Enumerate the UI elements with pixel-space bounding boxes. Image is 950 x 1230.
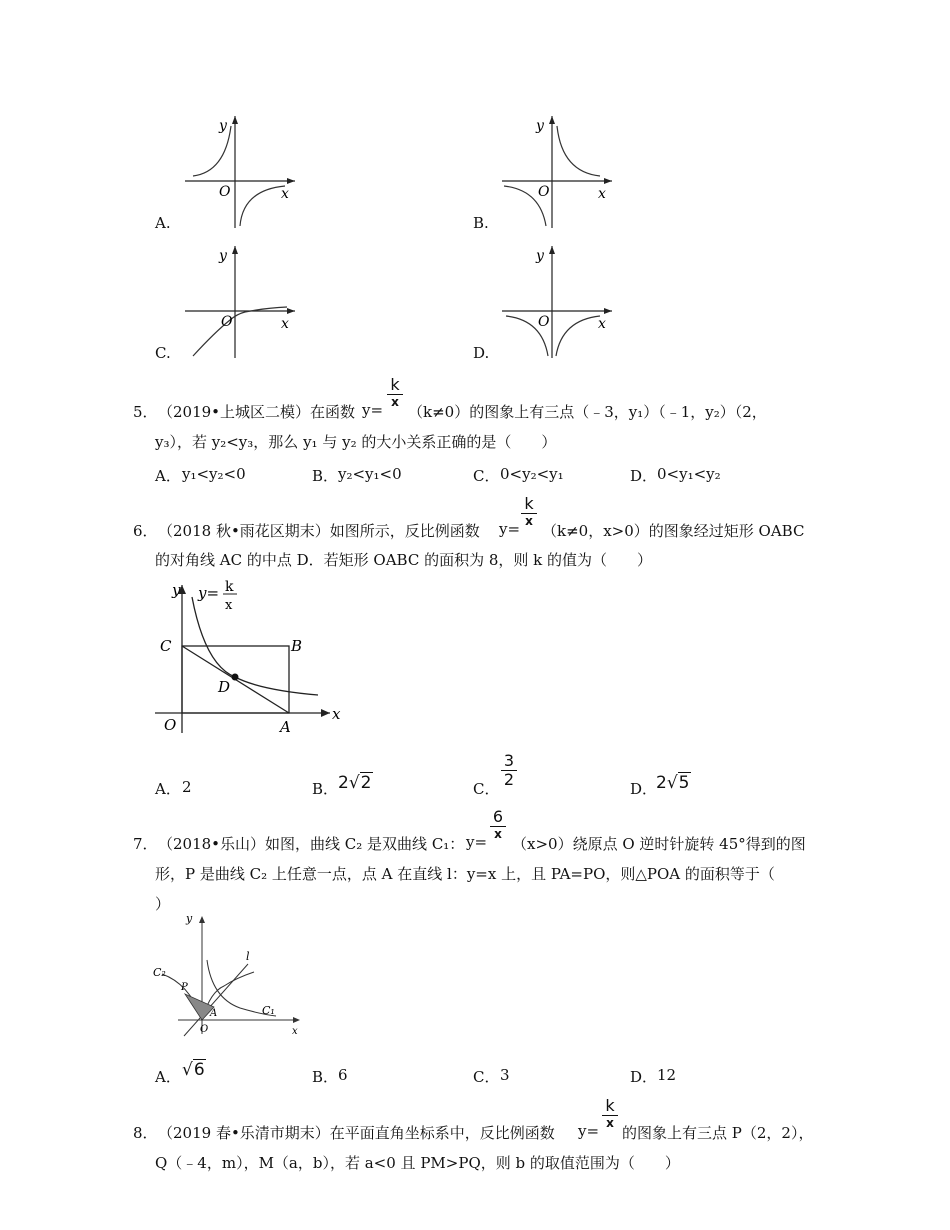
q6-fraction: k x bbox=[519, 495, 539, 529]
q6-lhs: y= bbox=[499, 520, 521, 538]
q6-origin: O bbox=[164, 716, 177, 734]
q5-number: 5． bbox=[133, 403, 158, 421]
x-axis-label: x bbox=[598, 186, 606, 202]
svg-text:l: l bbox=[246, 950, 250, 963]
q7-fraction: 6 x bbox=[488, 808, 508, 842]
q4-graph-c bbox=[175, 240, 305, 365]
q4-option-d-label: D. bbox=[473, 344, 490, 362]
q5-frac-num: k bbox=[390, 375, 400, 394]
svg-text:C₂: C₂ bbox=[153, 966, 166, 979]
q7-stem-start: （2018•乐山）如图，曲线 C₂ 是双曲线 C₁： bbox=[158, 835, 465, 853]
x-axis-label: x bbox=[598, 316, 606, 332]
q8-fraction: k x bbox=[600, 1097, 620, 1131]
y-axis-label: y bbox=[219, 118, 227, 134]
svg-text:y=: y= bbox=[198, 584, 220, 602]
svg-text:x: x bbox=[225, 598, 233, 613]
q4-graph-d bbox=[492, 240, 622, 365]
q5-stem-line2: y₃），若 y₂<y₃，那么 y₁ 与 y₂ 的大小关系正确的是（ ） bbox=[155, 433, 557, 451]
origin-label: O bbox=[538, 314, 550, 330]
svg-text:k: k bbox=[225, 579, 234, 595]
q6-stem-cond: （k≠0，x>0）的图象经过矩形 OABC bbox=[542, 522, 805, 540]
q6-point-a: A bbox=[280, 718, 291, 735]
q6-stem-start: （2018 秋•雨花区期末）如图所示，反比例函数 bbox=[158, 522, 480, 540]
q6-point-b: B bbox=[291, 637, 303, 655]
svg-text:y: y bbox=[186, 912, 193, 925]
q8-stem-line2: Q（﹣4，m），M（a，b），若 a<0 且 PM>PQ，则 b 的取值范围为（ ） bbox=[155, 1154, 680, 1172]
svg-text:x: x bbox=[292, 1026, 298, 1037]
y-axis-label: y bbox=[536, 118, 544, 134]
x-axis-label: x bbox=[281, 316, 289, 332]
q7-stem-line3: ） bbox=[155, 895, 171, 913]
q4-option-a-label: A. bbox=[155, 214, 171, 232]
origin-label: O bbox=[221, 314, 233, 330]
origin-label: O bbox=[538, 184, 550, 200]
q7-lhs: y= bbox=[466, 833, 488, 851]
q8-stem-start: （2019 春•乐清市期末）在平面直角坐标系中，反比例函数 bbox=[158, 1124, 555, 1142]
q5-stem-start: （2019•上城区二模）在函数 bbox=[158, 403, 356, 421]
q8-stem-cond: 的图象上有三点 P（2，2）， bbox=[622, 1124, 814, 1142]
q4-graph-b bbox=[492, 108, 622, 233]
q4-option-b-label: B. bbox=[473, 214, 489, 232]
q6-number: 6． bbox=[133, 522, 158, 540]
q8-number: 8． bbox=[133, 1124, 158, 1142]
svg-text:y: y bbox=[172, 581, 181, 599]
svg-text:A: A bbox=[210, 1008, 218, 1019]
q5-fraction bbox=[385, 376, 405, 410]
q6-point-d: D bbox=[218, 678, 231, 696]
q7-stem-cond: （x>0）绕原点 O 逆时针旋转 45°得到的图 bbox=[512, 835, 806, 853]
q5-stem-cond: （k≠0）的图象上有三点（﹣3，y₁）（﹣1，y₂）（2， bbox=[408, 403, 767, 421]
q4-graph-a bbox=[175, 108, 305, 233]
q5-frac-den: x bbox=[391, 395, 399, 409]
q7-stem-line2: 形，P 是曲线 C₂ 上任意一点，点 A 在直线 l：y=x 上，且 PA=PO，则△POA 的面积等于（ bbox=[155, 865, 775, 883]
x-axis-label: x bbox=[281, 186, 289, 202]
q7-number: 7． bbox=[133, 835, 158, 853]
q7-figure bbox=[150, 912, 310, 1037]
q8-lhs: y= bbox=[578, 1122, 600, 1140]
svg-text:C₁: C₁ bbox=[262, 1004, 275, 1017]
q6-x-label: x bbox=[332, 705, 341, 723]
q6-figure bbox=[150, 575, 350, 735]
svg-text:O: O bbox=[200, 1024, 209, 1035]
y-axis-label: y bbox=[219, 248, 227, 264]
q6-point-c: C bbox=[160, 637, 172, 655]
y-axis-label: y bbox=[536, 248, 544, 264]
svg-text:P: P bbox=[181, 982, 188, 993]
q4-option-c-label: C. bbox=[155, 344, 171, 362]
origin-label: O bbox=[219, 184, 231, 200]
q6-stem-line2: 的对角线 AC 的中点 D．若矩形 OABC 的面积为 8，则 k 的值为（ ） bbox=[155, 551, 653, 569]
q5-lhs: y= bbox=[362, 401, 384, 419]
